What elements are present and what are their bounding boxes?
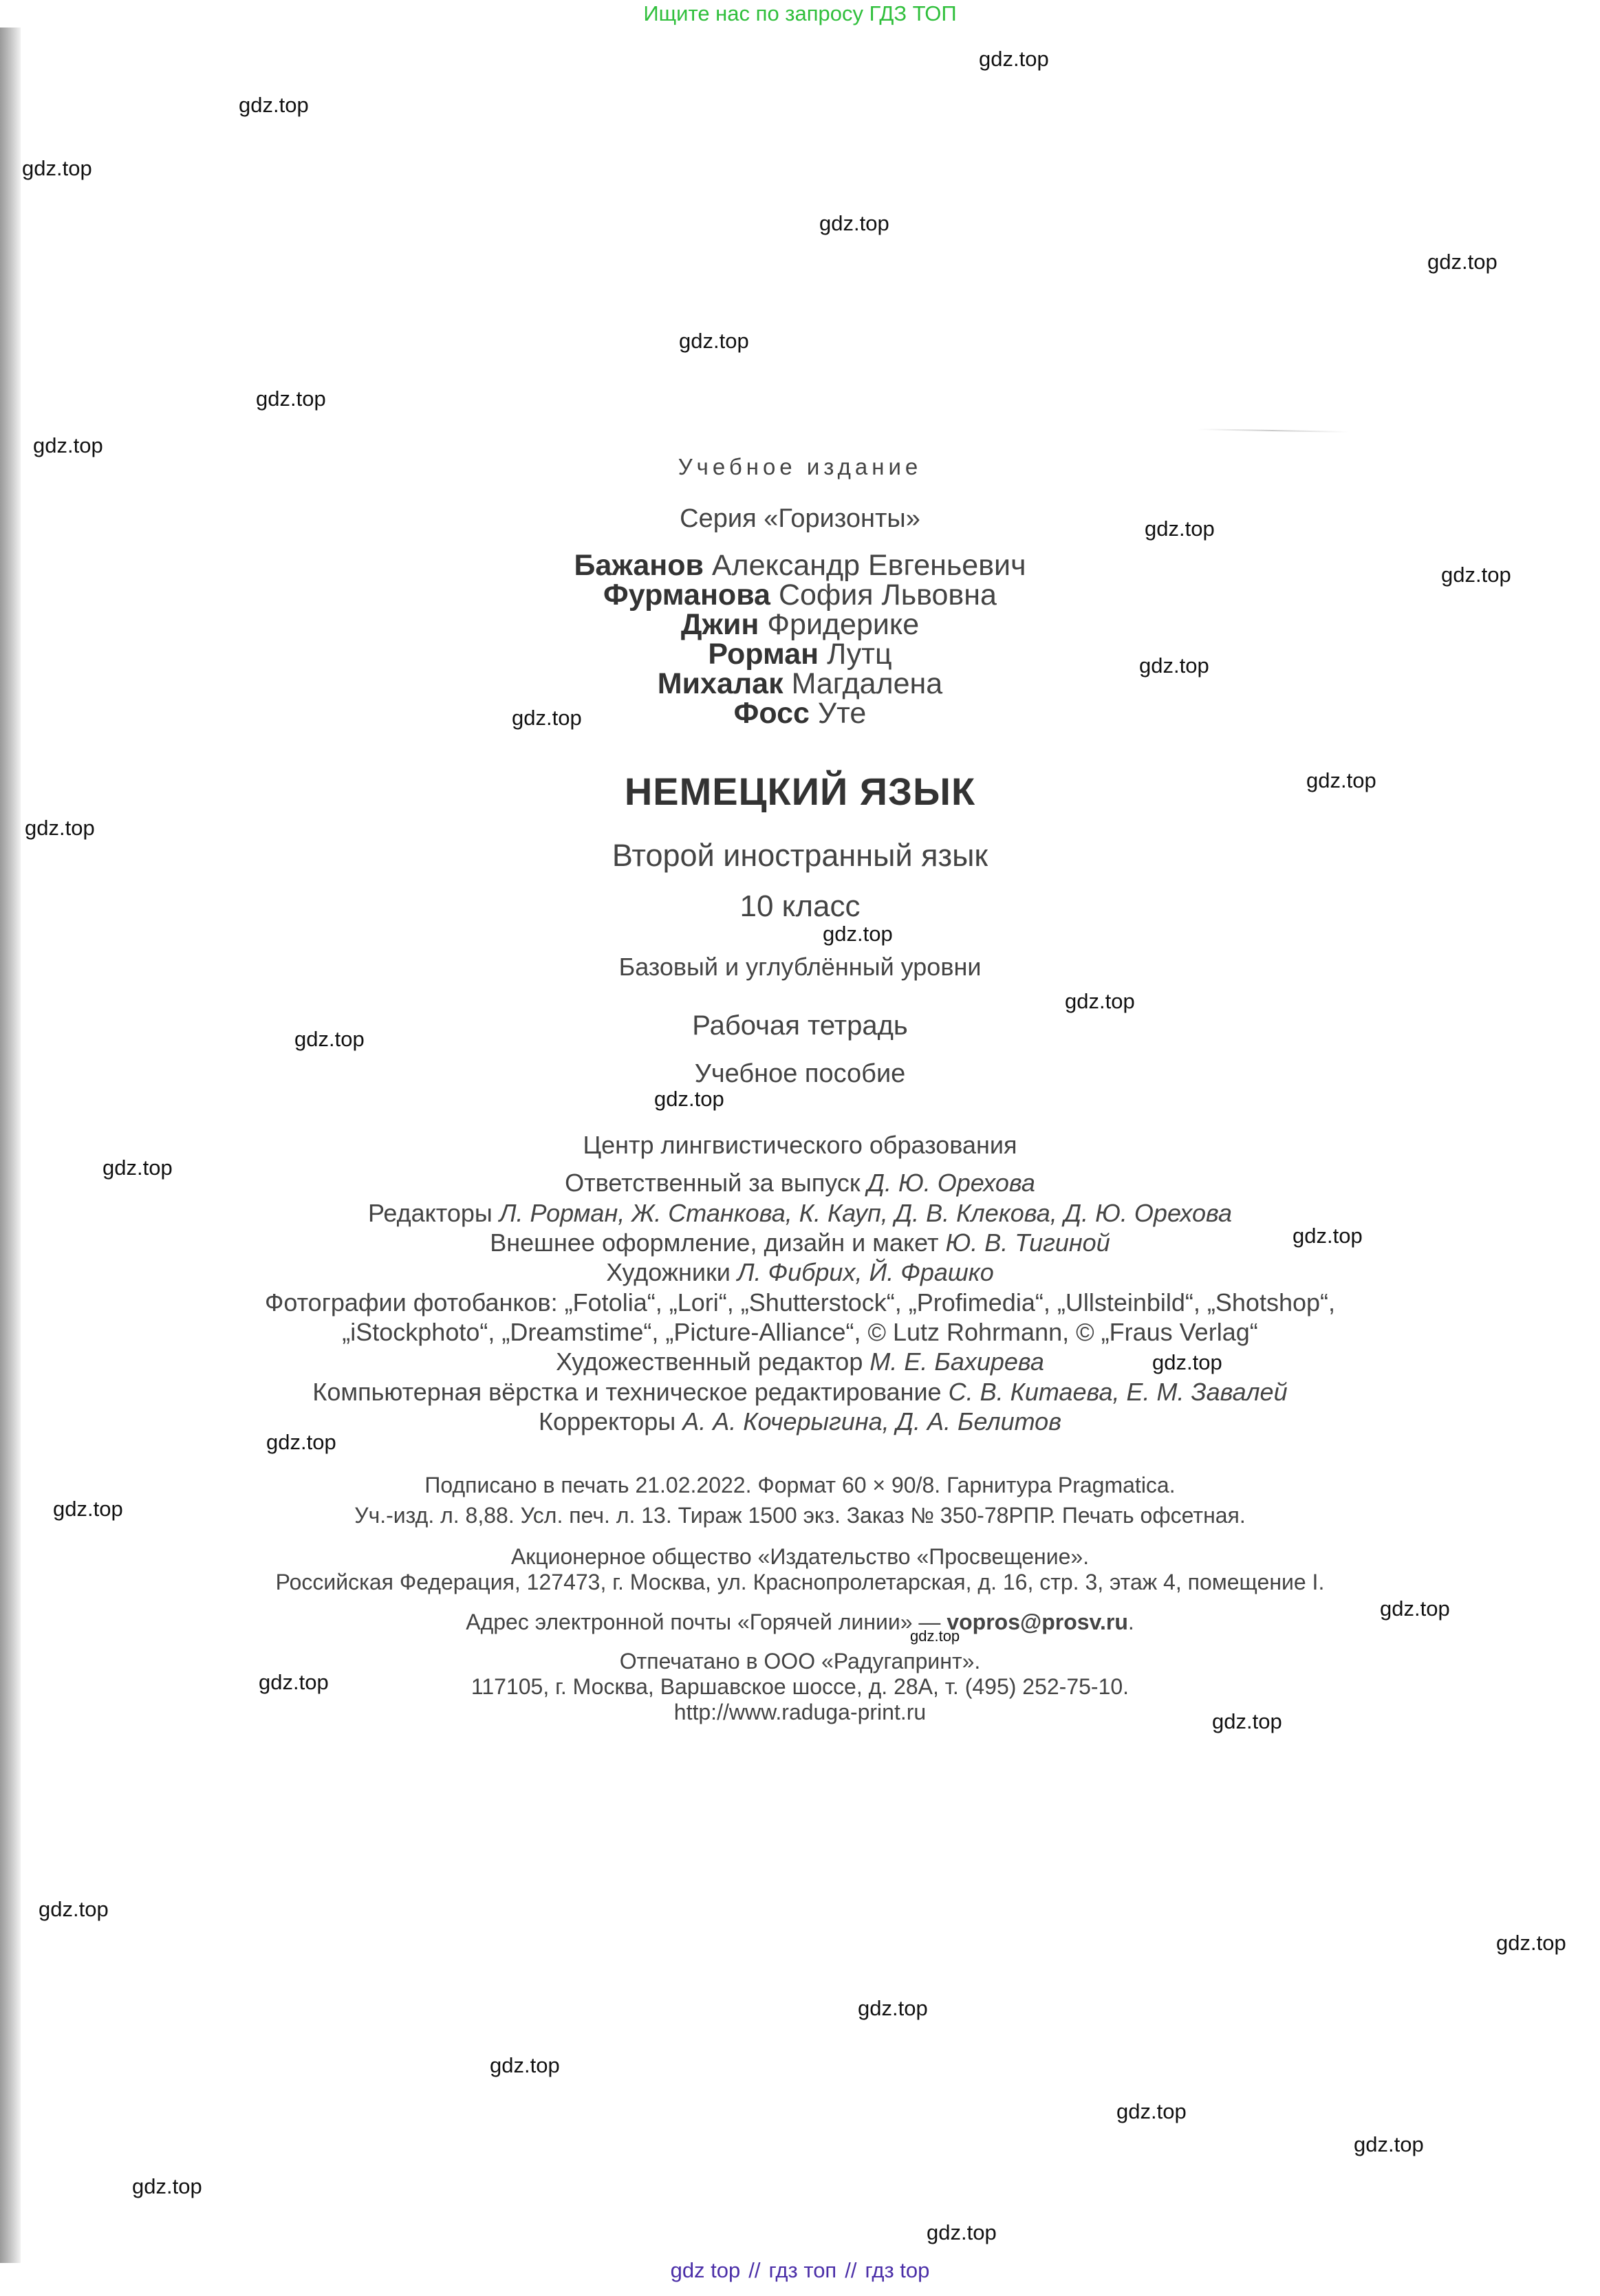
credit-names: Д. Ю. Орехова — [867, 1169, 1035, 1197]
series-name: Серия «Горизонты» — [680, 504, 920, 533]
watermark-text: gdz.top — [823, 922, 893, 946]
watermark-text: gdz.top — [239, 93, 309, 117]
watermark-text: gdz.top — [1293, 1224, 1363, 1248]
watermark-text: gdz.top — [33, 433, 103, 457]
author-given: Уте — [817, 697, 867, 730]
top-banner[interactable]: Ищите нас по запросу ГДЗ ТОП — [643, 1, 957, 25]
credit-label: Ответственный за выпуск — [565, 1169, 861, 1197]
author-5 — [0, 667, 1600, 701]
watermark-text: gdz.top — [490, 2053, 560, 2077]
watermark-text: gdz.top — [53, 1497, 123, 1521]
credit-proof — [0, 1407, 1600, 1436]
author-given: София Львовна — [778, 578, 997, 611]
watermark-text: gdz.top — [910, 1627, 960, 1645]
watermark-text: gdz.top — [1139, 653, 1209, 678]
book-title: НЕМЕЦКИЙ ЯЗЫК — [624, 770, 976, 813]
credit-label: Внешнее оформление, дизайн и макет — [490, 1228, 939, 1257]
watermark-text: gdz.top — [1145, 517, 1215, 541]
imprint-publisher: Акционерное общество «Издательство «Просвещение». — [510, 1544, 1090, 1569]
credit-label: Компьютерная вёрстка и техническое редактирование — [312, 1378, 942, 1406]
bottom-link-1[interactable]: gdz top — [670, 2258, 741, 2282]
author-1 — [0, 549, 1600, 583]
watermark-text: gdz.top — [39, 1897, 109, 1921]
author-6 — [0, 697, 1600, 730]
credit-names: С. В. Китаева, Е. М. Завалей — [948, 1378, 1288, 1406]
separator: // — [845, 2258, 857, 2282]
imprint-signed: Подписано в печать 21.02.2022. Формат 60 × 90/8. Гарнитура Pragmatica. — [424, 1473, 1176, 1497]
bottom-link-3[interactable]: гдз top — [865, 2258, 930, 2282]
watermark-text: gdz.top — [654, 1087, 724, 1111]
book-subtitle: Второй иностранный язык — [612, 838, 988, 873]
author-surname: Фосс — [733, 697, 810, 730]
hotline-end: . — [1127, 1610, 1134, 1634]
credit-names: А. А. Кочерыгина, Д. А. Белитов — [682, 1407, 1061, 1436]
watermark-text: gdz.top — [1354, 2132, 1424, 2156]
watermark-text: gdz.top — [979, 47, 1049, 71]
watermark-text: gdz.top — [25, 816, 95, 840]
imprint-address: Российская Федерация, 127473, г. Москва, ул. Краснопролетарская, д. 16, стр. 3, этаж 4, помещение I. — [275, 1570, 1325, 1594]
author-3 — [0, 608, 1600, 642]
imprint-printer-url[interactable]: http://www.raduga-print.ru — [673, 1700, 927, 1724]
book-type: Рабочая тетрадь — [692, 1010, 908, 1041]
credit-layout — [0, 1378, 1600, 1407]
watermark-text: gdz.top — [927, 2220, 997, 2244]
author-surname: Бажанов — [574, 549, 704, 582]
credit-responsible — [0, 1169, 1600, 1198]
imprint-printed: Отпечатано в ООО «Радугапринт». — [619, 1649, 981, 1674]
watermark-text: gdz.top — [819, 211, 889, 235]
watermark-text: gdz.top — [132, 2174, 202, 2198]
credit-label: Художественный редактор — [556, 1347, 863, 1376]
watermark-text: gdz.top — [266, 1430, 336, 1454]
watermark-text: gdz.top — [1496, 1931, 1566, 1955]
bottom-banner — [0, 2258, 1600, 2283]
watermark-text: gdz.top — [22, 156, 92, 180]
watermark-text: gdz.top — [1152, 1350, 1222, 1374]
watermark-text: gdz.top — [1065, 989, 1135, 1013]
author-surname: Рорман — [708, 638, 819, 671]
watermark-text: gdz.top — [259, 1670, 329, 1694]
author-surname: Джин — [680, 608, 759, 641]
credit-names: Ю. В. Тигиной — [945, 1228, 1110, 1257]
watermark-text: gdz.top — [256, 387, 326, 411]
author-surname: Фурманова — [603, 578, 770, 611]
watermark-text: gdz.top — [1427, 250, 1498, 274]
author-4 — [0, 638, 1600, 671]
imprint-hotline — [0, 1610, 1600, 1635]
author-2 — [0, 578, 1600, 612]
watermark-text: gdz.top — [1441, 563, 1511, 587]
imprint-volume: Уч.-изд. л. 8,88. Усл. печ. л. 13. Тираж 1500 экз. Заказ № 350-78РПР. Печать офсетная. — [354, 1503, 1246, 1528]
credit-label: Корректоры — [538, 1407, 676, 1436]
bottom-link-2[interactable]: гдз топ — [768, 2258, 837, 2282]
credit-names: М. Е. Бахирева — [869, 1347, 1044, 1376]
edition-label: Учебное издание — [678, 454, 922, 479]
credit-label: Художники — [606, 1258, 731, 1286]
separator: // — [748, 2258, 761, 2282]
author-given: Лутц — [827, 638, 892, 671]
credit-names: Л. Рорман, Ж. Станкова, К. Кауп, Д. В. Клекова, Д. Ю. Орехова — [499, 1199, 1233, 1227]
book-kind: Учебное пособие — [694, 1059, 906, 1088]
credit-label: Редакторы — [367, 1199, 493, 1227]
watermark-text: gdz.top — [102, 1156, 173, 1180]
book-grade: 10 класс — [739, 889, 861, 923]
author-given: Александр Евгеньевич — [711, 549, 1026, 582]
credit-names: Л. Фибрих, Й. Фрашко — [737, 1258, 994, 1286]
watermark-text: gdz.top — [294, 1027, 365, 1051]
book-level: Базовый и углублённый уровни — [618, 953, 982, 981]
credit-photos-line-1: Фотографии фотобанков: „Fotolia“, „Lori“, „Shutterstock“, „Profimedia“, „Ullsteinbild“, „Shotshop“, — [265, 1288, 1335, 1317]
credit-center: Центр лингвистического образования — [583, 1131, 1017, 1159]
watermark-text: gdz.top — [858, 1996, 928, 2020]
author-surname: Михалак — [657, 667, 783, 700]
watermark-text: gdz.top — [1380, 1596, 1450, 1621]
author-given: Фридерике — [767, 608, 920, 641]
credit-design — [0, 1228, 1600, 1257]
author-given: Магдалена — [791, 667, 943, 700]
watermark-text: gdz.top — [1116, 2099, 1187, 2123]
credit-artists — [0, 1258, 1600, 1287]
credit-art-editor — [0, 1347, 1600, 1376]
watermark-text: gdz.top — [1306, 768, 1376, 792]
watermark-text: gdz.top — [512, 706, 582, 730]
paper-scratch — [1197, 429, 1348, 433]
hotline-email[interactable]: vopros@prosv.ru — [947, 1610, 1128, 1634]
watermark-text: gdz.top — [679, 329, 749, 353]
watermark-text: gdz.top — [1212, 1709, 1282, 1733]
hotline-label: Адрес электронной почты «Горячей линии» — — [466, 1610, 941, 1634]
credit-editors — [0, 1199, 1600, 1228]
imprint-printer-address: 117105, г. Москва, Варшавское шоссе, д. 28А, т. (495) 252-75-10. — [471, 1674, 1129, 1699]
credit-photos-line-2: „iStockphoto“, „Dreamstime“, „Picture-Alliance“, © Lutz Rohrmann, © „Fraus Verlag“ — [342, 1318, 1258, 1346]
